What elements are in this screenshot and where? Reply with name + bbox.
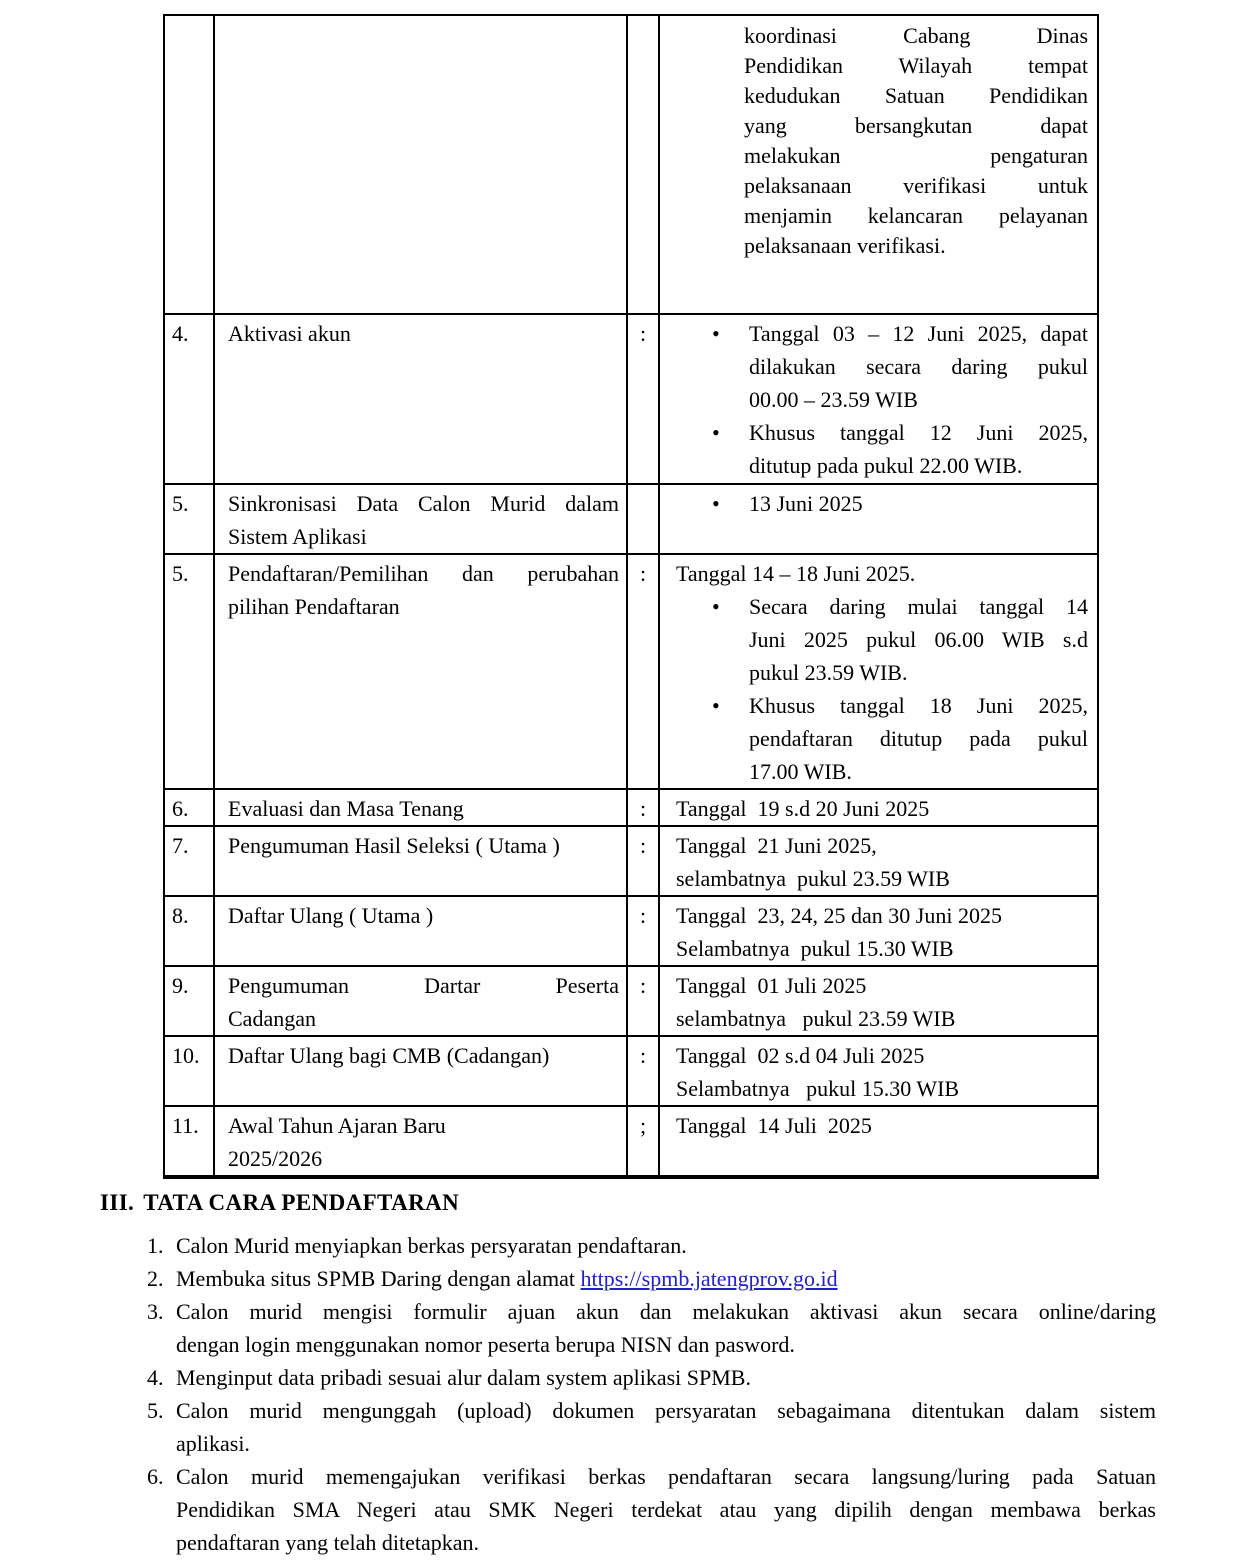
row-10-number: 10. <box>164 1036 214 1106</box>
item-2-text: Membuka situs SPMB Daring dengan alamat <box>176 1266 576 1291</box>
table-row-6 <box>164 789 1098 826</box>
row-5a-number: 5. <box>164 484 214 554</box>
row-10-details: Tanggal 02 s.d 04 Juli 2025 Selambatnya pukul 15.30 WIB <box>659 1036 1098 1106</box>
row-8-number: 8. <box>164 896 214 966</box>
section-tata-cara-pendaftaran <box>100 1186 1156 1559</box>
procedure-item-4: 4. Menginput data pribadi sesuai alur dalam system aplikasi SPMB. <box>147 1361 1156 1394</box>
row-9-details: Tanggal 01 Juli 2025 selambatnya pukul 23.59 WIB <box>659 966 1098 1036</box>
row-10-separator: : <box>627 1036 659 1106</box>
row-10-activity: Daftar Ulang bagi CMB (Cadangan) <box>214 1036 627 1106</box>
procedure-item-1: 1. Calon Murid menyiapkan berkas persyaratan pendaftaran. <box>147 1229 1156 1262</box>
continuation-separator-cell <box>627 15 659 314</box>
row-6-activity: Evaluasi dan Masa Tenang <box>214 789 627 826</box>
table-row-7 <box>164 826 1098 896</box>
bullet-icon: • <box>712 693 720 718</box>
schedule-table <box>163 14 1099 1179</box>
item-number: 3. <box>147 1299 164 1324</box>
row-6-number: 6. <box>164 789 214 826</box>
table-row-9 <box>164 966 1098 1036</box>
item-number: 4. <box>147 1365 164 1390</box>
bullet-icon: • <box>712 491 720 516</box>
detail-lead-line: Tanggal 14 – 18 Juni 2025. <box>676 561 916 586</box>
row-6-details: Tanggal 19 s.d 20 Juni 2025 <box>659 789 1098 826</box>
continuation-detail-cell <box>659 15 1098 314</box>
continuation-activity-cell <box>214 15 627 314</box>
row-9-activity: Pengumuman Dartar Peserta Cadangan <box>214 966 627 1036</box>
section-heading <box>100 1186 1156 1219</box>
bullet-item: • Khusus tanggal 12 Juni 2025, ditutup pada pukul 22.00 WIB. <box>660 416 1088 482</box>
section-title: TATA CARA PENDAFTARAN <box>143 1190 460 1215</box>
row-8-activity: Daftar Ulang ( Utama ) <box>214 896 627 966</box>
row-4-separator: : <box>627 314 659 484</box>
row-9-separator: : <box>627 966 659 1036</box>
bullet-icon: • <box>712 594 720 619</box>
bullet-icon: • <box>712 420 720 445</box>
table-row-continuation <box>164 15 1098 314</box>
table-row-10 <box>164 1036 1098 1106</box>
procedure-item-2 <box>147 1262 1156 1295</box>
table-row-8 <box>164 896 1098 966</box>
table-row-5-pendaftaran <box>164 554 1098 789</box>
row-7-separator: : <box>627 826 659 896</box>
row-5b-details <box>659 554 1098 789</box>
row-11-separator: ; <box>627 1106 659 1177</box>
row-6-separator: : <box>627 789 659 826</box>
continuation-paragraph: koordinasi Cabang Dinas Pendidikan Wilayah tempat kedudukan Satuan Pendidikan yang bersangkutan dapat melakukan pengaturan pelaksanaan verifikasi untuk menjamin kelancaran pelayanan pelaksanaan verifikasi. <box>744 23 1088 258</box>
bullet-item: • Khusus tanggal 18 Juni 2025, pendaftaran ditutup pada pukul 17.00 WIB. <box>660 689 1088 788</box>
row-5a-activity: Sinkronisasi Data Calon Murid dalam Sistem Aplikasi <box>214 484 627 554</box>
section-number: III. <box>100 1190 135 1215</box>
row-9-number: 9. <box>164 966 214 1036</box>
row-5b-separator: : <box>627 554 659 789</box>
item-number: 6. <box>147 1464 164 1489</box>
bullet-item: • Secara daring mulai tanggal 14 Juni 2025 pukul 06.00 WIB s.d pukul 23.59 WIB. <box>660 590 1088 689</box>
item-number: 1. <box>147 1233 164 1258</box>
row-5a-separator <box>627 484 659 554</box>
spmb-link[interactable]: https://spmb.jatengprov.go.id <box>580 1266 838 1291</box>
continuation-number-cell <box>164 15 214 314</box>
row-4-activity: Aktivasi akun <box>214 314 627 484</box>
item-number: 5. <box>147 1398 164 1423</box>
procedure-item-6: 6. Calon murid memengajukan verifikasi berkas pendaftaran secara langsung/luring pada Satuan Pendidikan SMA Negeri atau SMK Negeri terdekat atau yang dipilih dengan membawa berkas pendaftaran yang telah ditetapkan. <box>147 1460 1156 1559</box>
table-row-5-sinkronisasi <box>164 484 1098 554</box>
row-4-details <box>659 314 1098 484</box>
row-11-activity: Awal Tahun Ajaran Baru 2025/2026 <box>214 1106 627 1177</box>
row-11-details: Tanggal 14 Juli 2025 <box>659 1106 1098 1177</box>
bullet-icon: • <box>712 321 720 346</box>
procedure-list <box>147 1229 1156 1559</box>
row-11-number: 11. <box>164 1106 214 1177</box>
row-5a-details <box>659 484 1098 554</box>
item-number: 2. <box>147 1266 164 1291</box>
table-row-4 <box>164 314 1098 484</box>
row-4-number: 4. <box>164 314 214 484</box>
procedure-item-3: 3. Calon murid mengisi formulir ajuan akun dan melakukan aktivasi akun secara online/daring dengan login menggunakan nomor peserta berupa NISN dan pasword. <box>147 1295 1156 1361</box>
table-row-11 <box>164 1106 1098 1177</box>
row-5b-number: 5. <box>164 554 214 789</box>
procedure-item-5: 5. Calon murid mengunggah (upload) dokumen persyaratan sebagaimana ditentukan dalam sistem aplikasi. <box>147 1394 1156 1460</box>
row-7-number: 7. <box>164 826 214 896</box>
row-7-activity: Pengumuman Hasil Seleksi ( Utama ) <box>214 826 627 896</box>
row-8-separator: : <box>627 896 659 966</box>
bullet-item: • Tanggal 03 – 12 Juni 2025, dapat dilakukan secara daring pukul 00.00 – 23.59 WIB <box>660 317 1088 416</box>
row-8-details: Tanggal 23, 24, 25 dan 30 Juni 2025 Selambatnya pukul 15.30 WIB <box>659 896 1098 966</box>
row-5b-activity: Pendaftaran/Pemilihan dan perubahan pilihan Pendaftaran <box>214 554 627 789</box>
bullet-item: • 13 Juni 2025 <box>660 487 1088 520</box>
row-7-details: Tanggal 21 Juni 2025, selambatnya pukul 23.59 WIB <box>659 826 1098 896</box>
